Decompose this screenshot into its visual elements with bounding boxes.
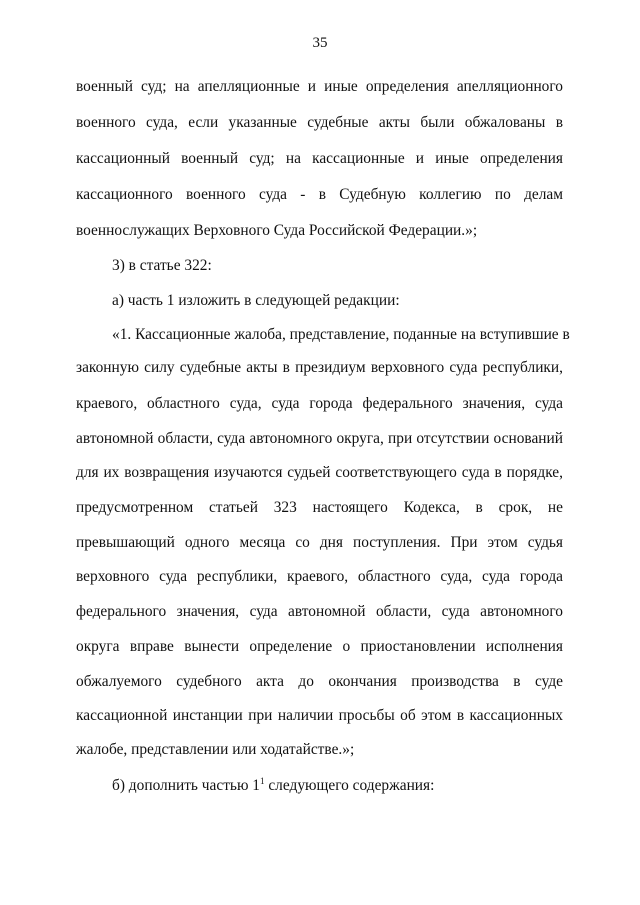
text-line: предусмотренном статьей 323 настоящего Кодекса, в срок, не xyxy=(76,499,563,516)
text-line: военный суд; на апелляционные и иные определения апелляционного xyxy=(76,78,563,95)
text-line: жалобе, представлении или ходатайстве.»; xyxy=(76,741,355,758)
text-line: превышающий одного месяца со дня поступления. При этом судья xyxy=(76,534,563,551)
text-line: кассационный военный суд; на кассационные и иные определения xyxy=(76,150,563,167)
list-item: а) часть 1 изложить в следующей редакции: xyxy=(112,292,400,309)
text-line: военного суда, если указанные судебные акты были обжалованы в xyxy=(76,114,563,131)
text-fragment: следующего содержания: xyxy=(264,777,435,794)
text-line: автономной области, суда автономного округа, при отсутствии оснований xyxy=(76,430,563,447)
text-line: краевого, областного суда, суда города федерального значения, суда xyxy=(76,395,563,412)
page-number: 35 xyxy=(312,35,328,51)
superscript: 1 xyxy=(260,776,265,786)
list-item xyxy=(112,776,563,796)
text-line: федерального значения, суда автономной области, суда автономного xyxy=(76,603,563,620)
text-line: кассационного военного суда - в Судебную коллегию по делам xyxy=(76,186,563,203)
text-line: округа вправе вынести определение о приостановлении исполнения xyxy=(76,638,563,655)
text-fragment: б) дополнить частью 1 xyxy=(112,777,260,794)
text-line: верховного суда республики, краевого, областного суда, суда города xyxy=(76,568,563,585)
list-item: 3) в статье 322: xyxy=(112,257,212,274)
text-line: для их возвращения изучаются судьей соответствующего суда в порядке, xyxy=(76,464,563,481)
text-line: «1. Кассационные жалоба, представление, поданные на вступившие в xyxy=(112,326,570,343)
text-line: кассационной инстанции при наличии просьбы об этом в кассационных xyxy=(76,707,563,724)
text-line: законную силу судебные акты в президиум верховного суда республики, xyxy=(76,359,563,376)
text-line: обжалуемого судебного акта до окончания производства в суде xyxy=(76,673,563,690)
text-line: военнослужащих Верховного Суда Российской Федерации.»; xyxy=(76,222,478,239)
